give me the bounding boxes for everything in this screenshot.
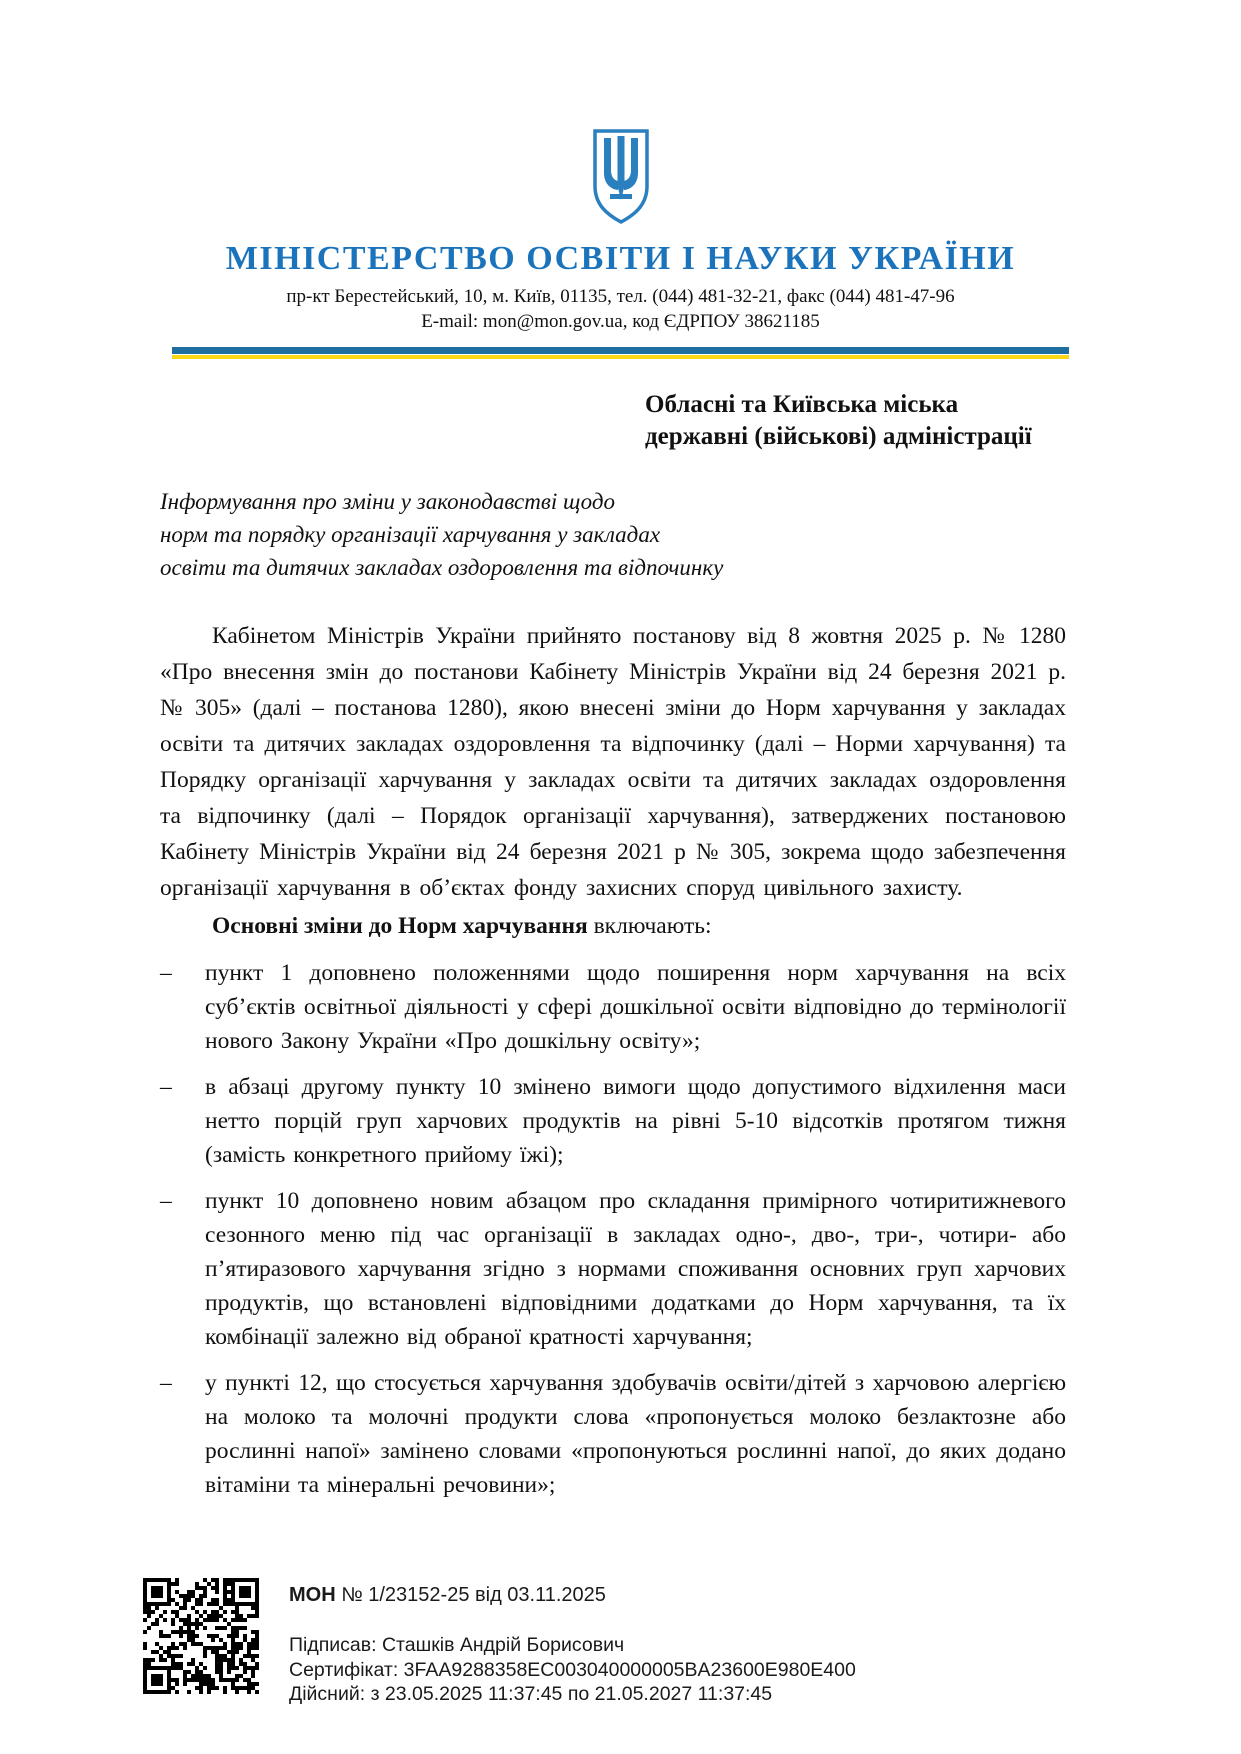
subject-line: освіти та дитячих закладах оздоровлення та відпочинку [160,555,724,580]
list-item-text: у пункті 12, що стосується харчування здобувачів освіти/дітей з харчовою алергією на молоко та молочні продукти слова «пропонується молоко безлактозне або рослинні напої» замінено словами «пропонуються рослинні напої, до яких додано вітаміни та мінеральні речовини»; [205,1370,1066,1498]
document-reference-org: МОН [289,1584,336,1606]
ministry-email: E-mail: mon@mon.gov.ua, код ЄДРПОУ 38621185 [421,311,820,332]
list-item-text: пункт 1 доповнено положеннями щодо поширення норм харчування на всіх суб’єктів освітньої діяльності у сфері дошкільної освіти відповідно до термінології нового Закону України «Про дошкільну освіту»; [205,960,1066,1054]
changes-heading-rest: включають: [587,913,712,939]
ministry-address: пр-кт Берестейський, 10, м. Київ, 01135, тел. (044) 481-32-21, факс (044) 481-47-96 [286,286,955,307]
recipient-block [645,389,1071,453]
subject-line: норм та порядку організації харчування у закладах [160,522,661,547]
qr-code-icon [143,1578,259,1694]
letterhead [0,0,1241,359]
recipient-line: державні (військові) адміністрації [645,423,1032,450]
subject-line: Інформування про зміни у законодавстві щодо [160,489,615,514]
bullet-dash: – [160,960,172,986]
document-reference [289,1584,856,1607]
signed-by-line: Підписав: Сташків Андрій Борисович [289,1634,625,1656]
changes-heading [160,908,1066,944]
signature-details [289,1578,856,1707]
ukraine-trident-icon [592,128,650,226]
subject-block [160,485,1241,584]
digital-signature-stamp [143,1578,856,1707]
recipient-line: Обласні та Київська міська [645,391,959,418]
bullet-dash: – [160,1074,172,1100]
changes-list [160,956,1066,1502]
list-item-text: в абзаці другому пункту 10 змінено вимоги щодо допустимого відхилення маси нетто порцій груп харчових продуктів на рівні 5-10 відсотків протягом тижня (замість конкретного прийому їжі); [205,1074,1066,1168]
certificate-line: Сертифікат: 3FAA9288358EC003040000005BA23600E980E400 [289,1658,856,1681]
ministry-title: МІНІСТЕРСТВО ОСВІТИ І НАУКИ УКРАЇНИ [225,240,1016,277]
bullet-dash: – [160,1188,172,1214]
validity-line: Дійсний: з 23.05.2025 11:37:45 по 21.05.2027 11:37:45 [289,1683,773,1705]
list-item [160,1070,1066,1172]
changes-heading-bold: Основні зміни до Норм харчування [212,913,588,939]
flag-divider [172,347,1069,359]
list-item [160,1366,1066,1502]
document-reference-number: № 1/23152-25 від 03.11.2025 [335,1584,606,1606]
body-paragraph: Кабінетом Міністрів України прийнято постанову від 8 жовтня 2025 р. № 1280 «Про внесення змін до постанови Кабінету Міністрів України від 24 березня 2021 р. № 305» (далі – постанова 1280), якою внесені зміни до Норм харчування у закладах освіти та дитячих закладах оздоровлення та відпочинку (далі – Норми харчування) та Порядку організації харчування у закладах освіти та дитячих закладах оздоровлення та відпочинку (далі – Порядок організації харчування), затверджених постановою Кабінету Міністрів України від 24 березня 2021 р № 305, зокрема щодо забезпечення організації харчування в об’єктах фонду захисних споруд цивільного захисту. [160,623,1066,901]
flag-divider-blue-bar [172,347,1069,354]
list-item-text: пункт 10 доповнено новим абзацом про складання примірного чотиритижневого сезонного меню під час організації в закладах одно-, дво-, три-, чотири- або п’ятиразового харчування згідно з нормами споживання основних груп харчових продуктів, що встановлені відповідними додатками до Норм харчування, та їх комбінації залежно від обраної кратності харчування; [205,1188,1066,1350]
flag-divider-yellow-bar [172,355,1069,359]
bullet-dash: – [160,1370,172,1396]
list-item [160,1184,1066,1354]
list-item [160,956,1066,1058]
letter-body [160,618,1066,1502]
